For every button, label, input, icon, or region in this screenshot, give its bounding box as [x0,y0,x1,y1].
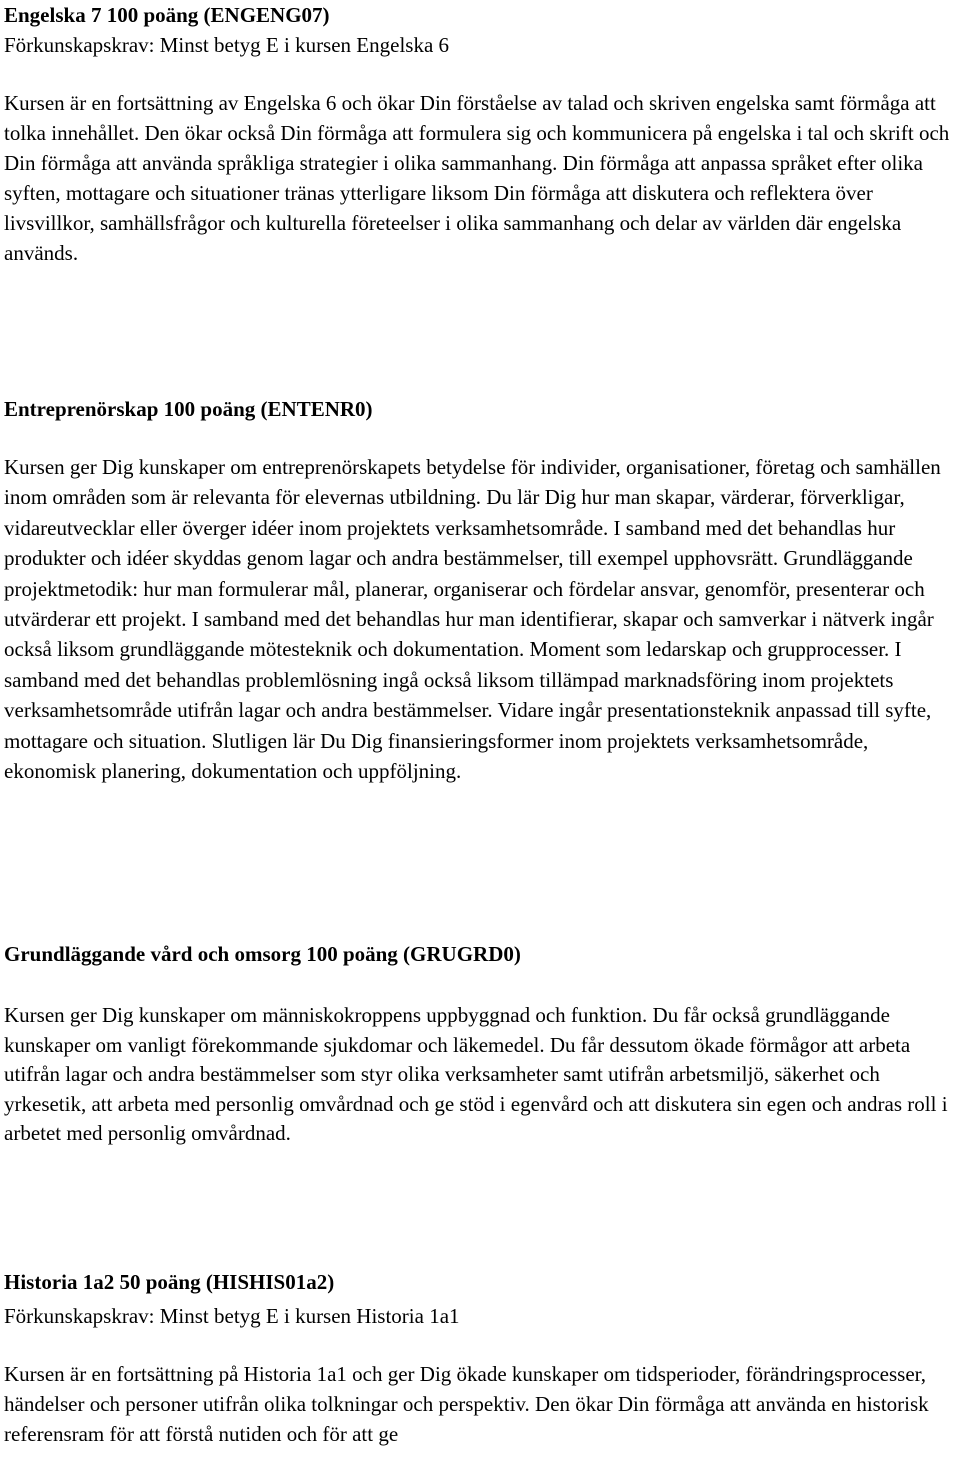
course-prerequisite: Förkunskapskrav: Minst betyg E i kursen Engelska 6 [4,33,450,57]
course-description: Kursen ger Dig kunskaper om entreprenörskapets betydelse för individer, organisationer, företag och samhällen inom områden som är relevanta för elevernas utbildning. Du lär Dig hur man skapar, värderar, förverkligar, vidareutvecklar eller överger idéer inom projektets verksamhetsområde. I samband med det behandlas hur produkter och idéer skyddas genom lagar och andra bestämmelser, till exempel upphovsrätt. Grundläggande projektmetodik: hur man formulerar mål, planerar, organiserar och fördelar ansvar, genomför, presenterar och utvärderar ett projekt. I samband med det behandlas hur man identifierar, skapar och samverkar i nätverk ingår också liksom grundläggande mötesteknik och dokumentation. Moment som ledarskap och grupprocesser. I samband med det behandlas problemlösning ingå också liksom tillämpad marknadsföring inom projektets verksamhetsområde utifrån lagar och andra bestämmelser. Vidare ingår presentationsteknik anpassad till syfte, mottagare och situation. Slutligen lär Du Dig finansieringsformer inom projektets verksamhetsområde, ekonomisk planering, dokumentation och uppföljning. [4,455,941,784]
course-section-engelska-7 [4,0,956,268]
course-description: Kursen är en fortsättning av Engelska 6 och ökar Din förståelse av talad och skriven engelska samt förmåga att tolka innehållet. Den ökar också Din förmåga att formulera sig och kommunicera på engelska i tal och skrift och Din förmåga att använda språkliga strategier i olika sammanhang. Din förmåga att anpassa språket efter olika syften, mottagare och situationer tränas ytterligare liksom Din förmåga att diskutera och reflektera över livsvillkor, samhällsfrågor och kulturella företeelser i olika sammanhang och delar av världen där engelska används. [4,91,950,265]
course-section-grundlaggande-vard [4,939,956,1149]
spacer [4,60,956,90]
course-section-historia-1a2 [4,1267,956,1449]
course-title: Grundläggande vård och omsorg 100 poäng (GRUGRD0) [4,942,521,966]
course-description: Kursen är en fortsättning på Historia 1a1 och ger Dig ökade kunskaper om tidsperioder, förändringsprocesser, händelser och personer utifrån olika tolkningar och perspektiv. Den ökar Din förmåga att använda en historisk referensram för att förstå nutiden och för att ge [4,1362,929,1446]
spacer [4,1331,956,1361]
course-section-entreprenorskap [4,394,956,786]
course-title: Historia 1a2 50 poäng (HISHIS01a2) [4,1270,335,1294]
spacer [4,424,956,452]
spacer [4,969,956,1001]
course-title: Entreprenörskap 100 poäng (ENTENR0) [4,397,373,421]
course-prerequisite: Förkunskapskrav: Minst betyg E i kursen Historia 1a1 [4,1304,460,1328]
course-description: Kursen ger Dig kunskaper om människokroppens uppbyggnad och funktion. Du får också grundläggande kunskaper om vanligt förekommande sjukdomar och läkemedel. Du får dessutom ökade förmågor att arbeta utifrån lagar och andra bestämmelser som styr olika verksamheter samt utifrån arbetsmiljö, säkerhet och yrkesetik, att arbeta med personlig omvårdnad och ge stöd i egenvård och att diskutera sin egen och andras roll i arbetet med personlig omvårdnad. [4,1003,948,1146]
course-title: Engelska 7 100 poäng (ENGENG07) [4,3,330,27]
